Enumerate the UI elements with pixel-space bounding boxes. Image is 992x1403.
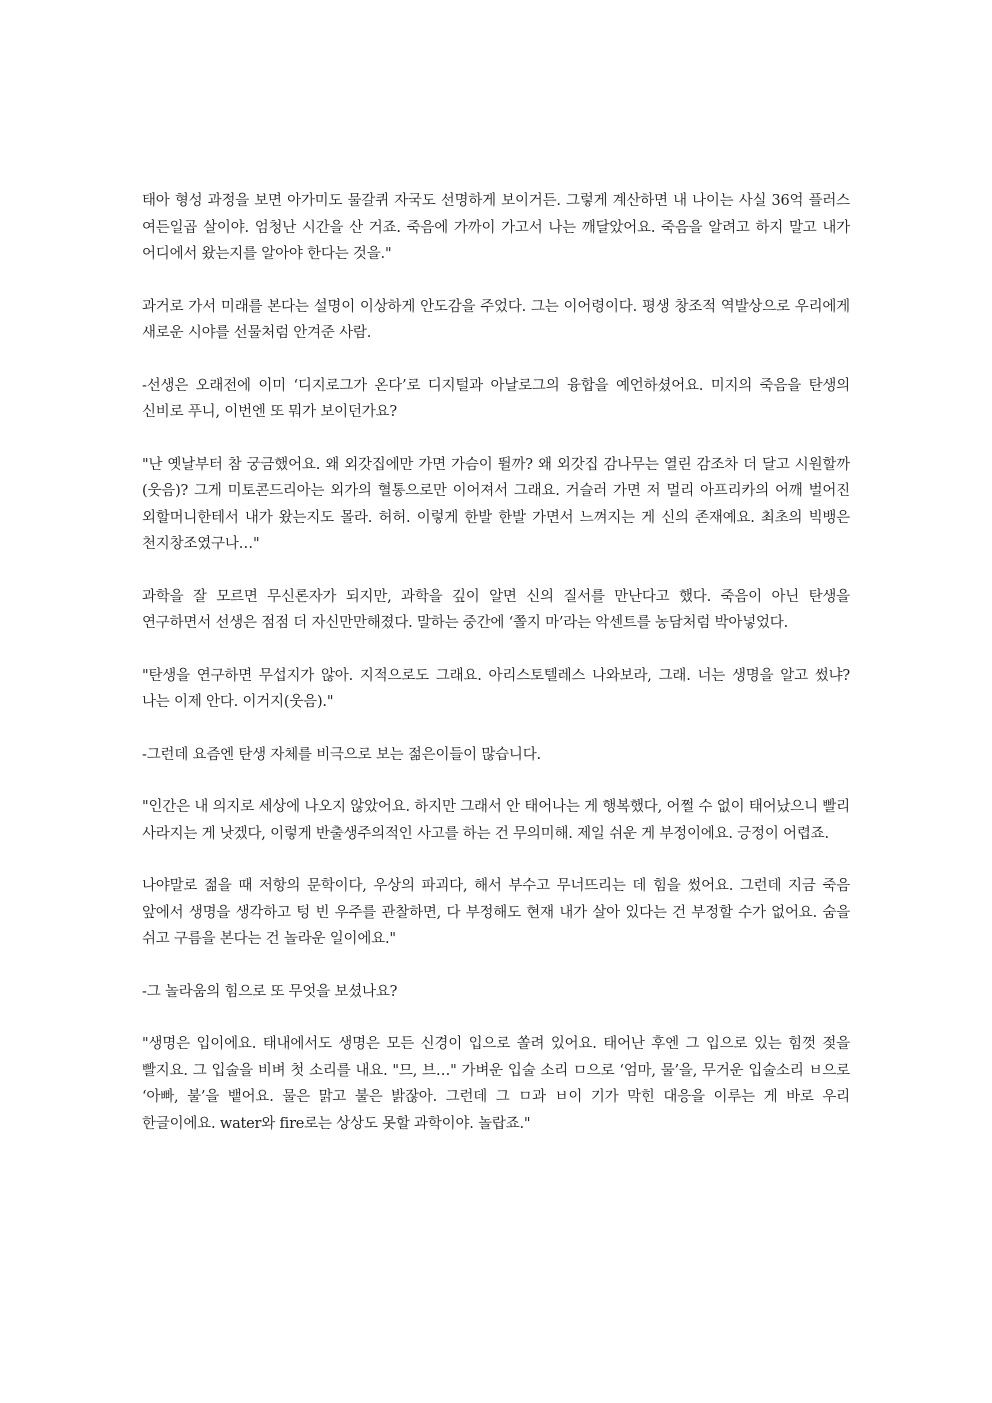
paragraph: 나야말로 젊을 때 저항의 문학이다, 우상의 파괴다, 해서 부수고 무너뜨리는 데 힘을 썼어요. 그런데 지금 죽음 앞에서 생명을 생각하고 텅 빈 우주를 관찰하면, 다 부정해도 현재 내가 살아 있다는 건 부정할 수가 없어요. 숨을 쉬고 구름을 본다는 건 놀라운 일이에요." [142,878,850,947]
paragraph: "생명은 입이에요. 태내에서도 생명은 모든 신경이 입으로 쏠려 있어요. 태어난 후엔 그 입으로 있는 힘껏 젖을 빨지요. 그 입술을 비벼 첫 소리를 내요. "므, 브…" 가벼운 입술 소리 ㅁ으로 ‘엄마, 물’을, 무거운 입술소리 ㅂ으로 ‘아빠, 불’을 뱉어요. 물은 맑고 불은 밝잖아. 그런데 그 ㅁ과 ㅂ이 기가 막힌 대응을 이루는 게 바로 우리 한글이에요. water와 fire로는 상상도 못할 과학이야. 놀랍죠." [142,1036,850,1132]
interview-question: -그런데 요즘엔 탄생 자체를 비극으로 보는 젊은이들이 많습니다. [142,746,541,763]
interview-question: -선생은 오래전에 이미 ‘디지로그가 온다’로 디지털과 아날로그의 융합을 예언하셨어요. 미지의 죽음을 탄생의 신비로 푸니, 이번엔 또 뭐가 보이던가요? [142,377,850,420]
paragraph: "인간은 내 의지로 세상에 나오지 않았어요. 하지만 그래서 안 태어나는 게 행복했다, 어쩔 수 없이 태어났으니 빨리 사라지는 게 낫겠다, 이렇게 반출생주의적인 사고를 하는 건 무의미해. 제일 쉬운 게 부정이에요. 긍정이 어렵죠. [142,799,850,842]
interview-question: -그 놀라움의 힘으로 또 무엇을 보셨나요? [142,983,398,1000]
paragraph: 태아 형성 과정을 보면 아가미도 물갈퀴 자국도 선명하게 보이거든. 그렇게 계산하면 내 나이는 사실 36억 플러스 여든일곱 살이야. 엄청난 시간을 산 거죠. 죽음에 가까이 가고서 나는 깨달았어요. 죽음을 알려고 하지 말고 내가 어디에서 왔는지를 알아야 한다는 것을." [142,193,850,262]
paragraph: 과학을 잘 모르면 무신론자가 되지만, 과학을 깊이 알면 신의 질서를 만난다고 했다. 죽음이 아닌 탄생을 연구하면서 선생은 점점 더 자신만만해졌다. 말하는 중간에 ‘쫄지 마’라는 악센트를 농담처럼 박아넣었다. [142,588,850,631]
paragraph: 과거로 가서 미래를 본다는 설명이 이상하게 안도감을 주었다. 그는 이어령이다. 평생 창조적 역발상으로 우리에게 새로운 시야를 선물처럼 안겨준 사람. [142,298,850,341]
document-page [142,188,850,1163]
paragraph: "난 옛날부터 참 궁금했어요. 왜 외갓집에만 가면 가슴이 뛸까? 왜 외갓집 감나무는 열린 감조차 더 달고 시원할까(웃음)? 그게 미토콘드리아는 외가의 혈통으로만 이어져서 그래요. 거슬러 가면 저 멀리 아프리카의 어깨 벌어진 외할머니한테서 내가 왔는지도 몰라. 허허. 이렇게 한발 한발 가면서 느껴지는 게 신의 존재예요. 최초의 빅뱅은 천지창조였구나…" [142,456,850,552]
paragraph: "탄생을 연구하면 무섭지가 않아. 지적으로도 그래요. 아리스토텔레스 나와보라, 그래. 너는 생명을 알고 썼냐? 나는 이제 안다. 이거지(웃음)." [142,667,850,710]
